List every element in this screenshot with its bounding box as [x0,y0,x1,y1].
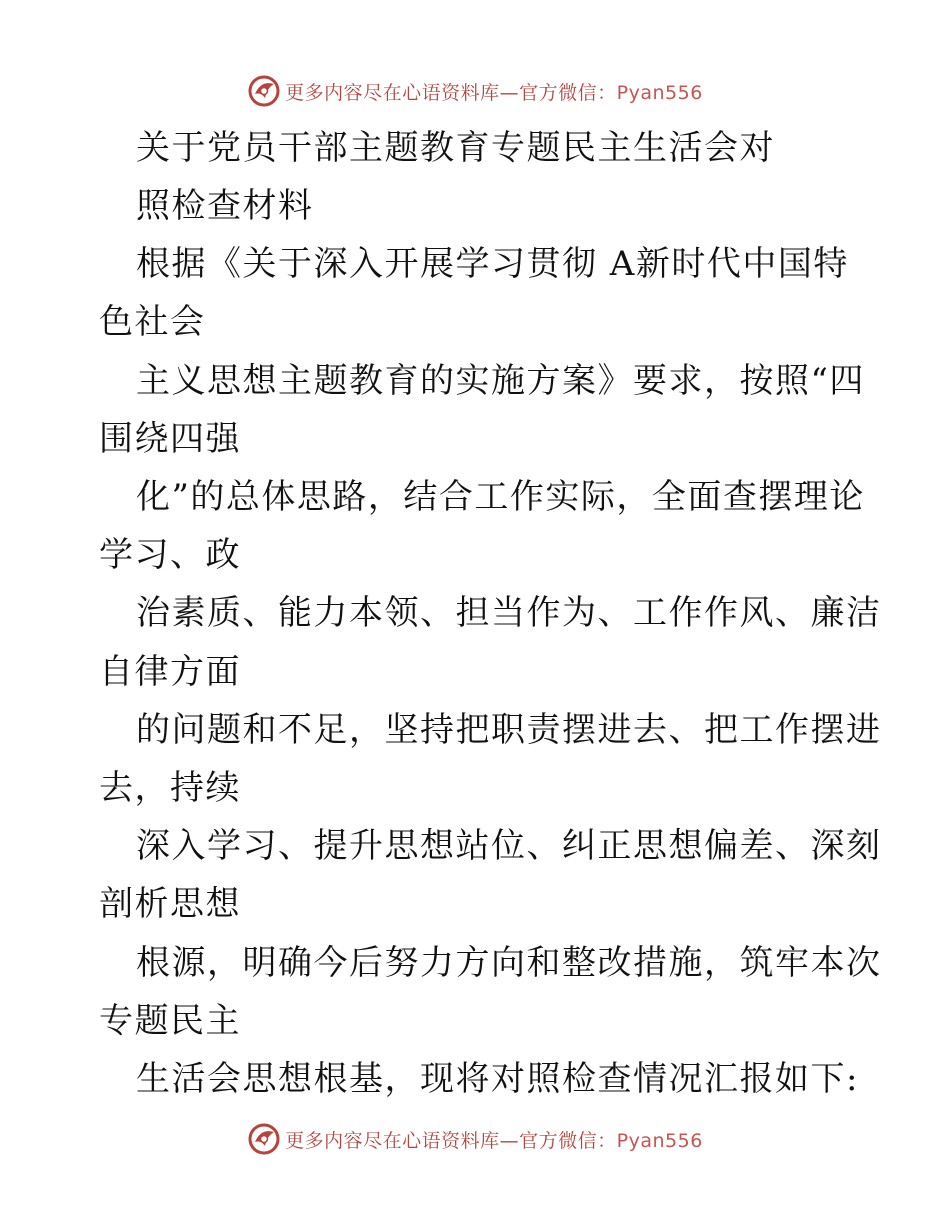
body-line: 主义思想主题教育的实施方案》要求，按照“四 [136,361,865,401]
body-line: 深入学习、提升思想站位、纠正思想偏差、深刻 [136,826,882,866]
body-line: 围绕四强 [99,419,241,459]
body-line: 色社会 [99,302,206,342]
body-line: 根据《关于深入开展学习贯彻 A新时代中国特 [136,244,849,284]
watermark-text: 更多内容尽在心语资料库—官方微信： [285,81,617,104]
body-line: 根源，明确今后努力方向和整改措施，筑牢本次 [136,943,882,983]
body-line: 化”的总体思路，结合工作实际，全面查摆理论 [136,477,865,517]
body-line: 去，持续 [99,768,241,808]
red-swirl-logo-icon [247,74,281,108]
title-line-1: 关于党员干部主题教育专题民主生活会对 [136,128,775,168]
header-watermark [0,71,950,111]
body-line: 学习、政 [99,535,241,575]
footer-watermark [0,1119,950,1159]
body-line: 专题民主 [99,1001,241,1041]
body-line: 治素质、能力本领、担当作为、工作作风、廉洁 [136,593,882,633]
red-swirl-logo-icon [247,1122,281,1156]
watermark-text: 更多内容尽在心语资料库—官方微信： [285,1129,617,1152]
body-line: 的问题和不足，坚持把职责摆进去、把工作摆进 [136,710,882,750]
watermark-handle: Pyan556 [616,1129,703,1152]
body-line: 生活会思想根基，现将对照检查情况汇报如下: [136,1059,859,1099]
title-line-2: 照检查材料 [136,186,314,226]
body-line: 自律方面 [99,652,241,692]
watermark-handle: Pyan556 [616,81,703,104]
body-line: 剖析思想 [99,884,241,924]
